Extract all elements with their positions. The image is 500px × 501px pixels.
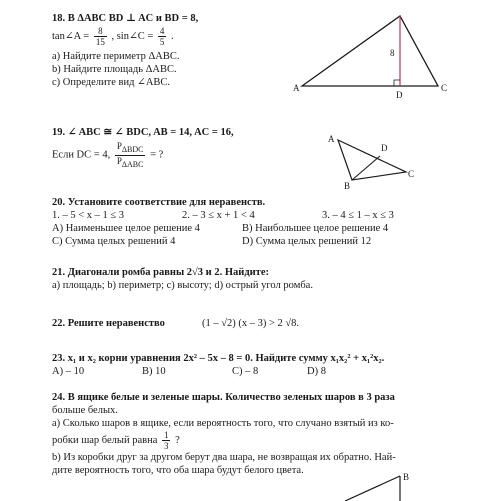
problem-24-line5: b) Из коробки друг за другом берут два шара, не возвращая их обратно. Най- [52, 452, 396, 463]
sin-label: , sin∠C = [111, 30, 154, 42]
inequality-2: 2. – 3 ≤ x + 1 < 4 [182, 210, 255, 221]
problem-18-b: b) Найдите площадь ΔABC. [52, 64, 177, 75]
height-label: 8 [390, 48, 395, 58]
label-A: A [293, 83, 300, 93]
problem-24-line1: 24. В ящике белые и зеленые шары. Количество зеленых шаров в 3 раза [52, 392, 395, 403]
label-D: D [381, 143, 388, 153]
probability-fraction: $\frac{1}{3}$ [163, 430, 169, 451]
problem-24-line6: дите вероятность того, что оба шара будут белого цвета. [52, 465, 304, 476]
problem-23-line1: 23. x₁ и x₂ корни уравнения 2x² – 5x – 8 = 0. Найдите сумму x₁x₂² + x₁²x₂. [52, 353, 385, 364]
triangle-abc-figure [290, 6, 490, 106]
tan-label: tan∠A = [52, 30, 90, 42]
inequality-1: 1. – 5 < x – 1 ≤ 3 [52, 210, 125, 221]
problem-19-line2: Если DC = 4, $\frac{P_{\Delta BDC}}{P_{\Delta ABC}}$ = ? [52, 141, 164, 169]
problem-24-line2: больше белых. [52, 405, 118, 416]
option-B: B) Наибольшее целое решение 4 [242, 223, 389, 234]
problem-22 [52, 317, 490, 330]
problem-20-title: 20. Установите соответствие для неравенств. [52, 197, 266, 208]
inequality-3: 3. – 4 ≤ 1 – x ≤ 3 [322, 210, 394, 221]
problem-22-label: 22. Решите неравенство [52, 318, 165, 329]
triangle-bdc-figure [318, 132, 428, 190]
problem-18-c: c) Определите вид ∠ABC. [52, 77, 171, 88]
problem-18-title: 18. В ΔABC BD ⊥ AC и BD = 8, [52, 13, 199, 24]
answer-B: B) 10 [142, 366, 166, 377]
partial-figure-bottom [340, 470, 440, 501]
problem-24 [52, 391, 490, 477]
label-A: A [328, 134, 335, 144]
answer-D: D) 8 [307, 366, 326, 377]
problem-20 [52, 196, 490, 248]
problem-18-a: a) Найдите периметр ΔABC. [52, 51, 180, 62]
problem-22-expression: (1 – √2) (x – 3) > 2 √8. [202, 318, 300, 329]
label-C: C [441, 83, 448, 93]
tan-fraction: $\frac{8}{15}$ [95, 26, 105, 47]
label-B: B [403, 472, 410, 482]
option-D: D) Сумма целых решений 12 [242, 236, 372, 247]
problem-19-line1: 19. ∠ ABC ≅ ∠ BDC, AB = 14, AC = 16, [52, 127, 234, 138]
option-A: A) Наименьшее целое решение 4 [52, 223, 200, 234]
problem-24-line3: a) Сколько шаров в ящике, если вероятность того, что случано взятый из ко- [52, 418, 394, 429]
label-C: C [408, 169, 415, 179]
problem-23 [52, 352, 490, 378]
perimeter-ratio: $\frac{P_{\Delta BDC}}{P_{\Delta ABC}}$ [116, 141, 144, 169]
sin-fraction: $\frac{4}{5}$ [159, 26, 165, 47]
problem-21-line1: 21. Диагонали ромба равны 2√3 и 2. Найдите: [52, 267, 269, 278]
label-B: B [344, 181, 351, 190]
option-C: C) Сумма целых решений 4 [52, 236, 176, 247]
problem-24-line4: робки шар белый равна $\frac{1}{3}$ ? [52, 430, 180, 451]
problem-18-given: tan∠A = $\frac{8}{15}$ , sin∠C = $\frac{4}{5}$ . [52, 26, 174, 47]
problem-21 [52, 266, 490, 292]
label-D: D [396, 90, 403, 100]
inequalities [52, 209, 490, 222]
answer-A: A) – 10 [52, 366, 85, 377]
answer-C: C) – 8 [232, 366, 259, 377]
problem-21-line2: a) площадь; b) периметр; c) высоту; d) острый угол ромба. [52, 280, 313, 291]
problem-23-options [52, 365, 490, 378]
